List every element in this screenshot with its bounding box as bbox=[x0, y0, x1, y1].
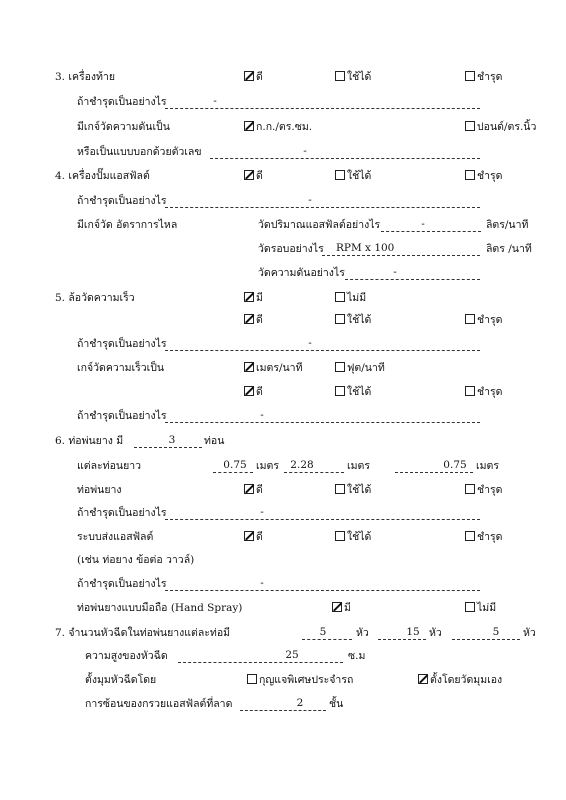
s3-if-damaged-line[interactable] bbox=[165, 108, 480, 109]
s5-unit-ft-checkbox[interactable] bbox=[335, 362, 385, 374]
s4-good-label: ดี bbox=[256, 170, 263, 182]
s6-damaged-label: ชำรุด bbox=[477, 484, 503, 496]
s3-damaged-checkbox[interactable] bbox=[465, 71, 502, 83]
s7-gauge-checkbox[interactable] bbox=[418, 674, 502, 686]
s3-good-checkbox[interactable] bbox=[244, 71, 263, 83]
empty-box-icon bbox=[335, 531, 345, 541]
s6-len3-value: 0.75 bbox=[443, 459, 467, 471]
s6-usable2-label: ใช้ได้ bbox=[347, 531, 372, 543]
s6-len1-line[interactable] bbox=[213, 472, 253, 473]
s6-len2-unit: เมตร bbox=[347, 460, 370, 472]
s3-usable-label: ใช้ได้ bbox=[347, 71, 372, 83]
s3-gauge-label: มีเกจ์วัดความดันเป็น bbox=[77, 121, 170, 133]
section-3-heading: 3. เครื่องท้าย bbox=[55, 71, 116, 83]
s3-gauge-kg-label: ก.ก./ตร.ซม. bbox=[256, 121, 313, 133]
s4-measure-qty-line[interactable] bbox=[381, 231, 481, 232]
s3-other-value: - bbox=[303, 145, 307, 157]
s6-heading-unit: ท่อน bbox=[204, 435, 225, 447]
s4-measure-rev-label: วัดรอบอย่างไร bbox=[258, 243, 324, 255]
s5-unit-ft-label: ฟุต/นาที bbox=[347, 362, 385, 374]
s5-if-damaged2-value: - bbox=[260, 409, 264, 421]
s7-height-label: ความสูงของหัวฉีด bbox=[85, 650, 168, 662]
checked-box-icon bbox=[244, 121, 254, 131]
s6-system-note: (เช่น ท่อยาง ข้อต่อ วาวล์) bbox=[77, 554, 195, 566]
checked-box-icon bbox=[244, 292, 254, 302]
s4-damaged-checkbox[interactable] bbox=[465, 170, 502, 182]
s4-if-damaged-label: ถ้าชำรุดเป็นอย่างไร bbox=[77, 195, 167, 207]
s5-if-damaged2-label: ถ้าชำรุดเป็นอย่างไร bbox=[77, 410, 167, 422]
s6-if-damaged-value: - bbox=[260, 506, 264, 518]
s7-angle-label: ตั้งมุมหัวฉีดโดย bbox=[85, 674, 157, 686]
checked-box-icon bbox=[244, 314, 254, 324]
s6-len2-value: 2.28 bbox=[290, 459, 314, 471]
section-4-heading: 4. เครื่องปั๊มแอสฟัลต์ bbox=[55, 170, 150, 182]
s6-damaged2-checkbox[interactable] bbox=[465, 531, 502, 543]
s6-count-line[interactable] bbox=[134, 447, 202, 448]
s6-if-damaged-label: ถ้าชำรุดเป็นอย่างไร bbox=[77, 507, 167, 519]
s5-usable-label: ใช้ได้ bbox=[347, 314, 372, 326]
s6-good2-checkbox[interactable] bbox=[244, 531, 263, 543]
s5-if-damaged-value: - bbox=[308, 337, 312, 349]
s7-n2-value: 15 bbox=[406, 626, 420, 638]
s7-n1-unit: หัว bbox=[356, 627, 369, 639]
s3-damaged-label: ชำรุด bbox=[477, 71, 503, 83]
s7-n3-line[interactable] bbox=[452, 639, 520, 640]
s7-height-line[interactable] bbox=[178, 662, 343, 663]
s7-overlap-line[interactable] bbox=[240, 710, 326, 711]
s4-measure-press-label: วัดความดันอย่างไร bbox=[258, 267, 345, 279]
checked-box-icon bbox=[244, 484, 254, 494]
empty-box-icon bbox=[465, 602, 475, 612]
s7-n2-unit: หัว bbox=[429, 627, 442, 639]
s6-damaged2-label: ชำรุด bbox=[477, 531, 503, 543]
s4-flow-label: มีเกจ์วัด อัตราการไหล bbox=[77, 219, 178, 231]
s5-good2-checkbox[interactable] bbox=[244, 386, 263, 398]
empty-box-icon bbox=[465, 484, 475, 494]
s7-n3-value: 5 bbox=[492, 626, 500, 638]
empty-box-icon bbox=[335, 170, 345, 180]
s7-key-checkbox[interactable] bbox=[247, 674, 353, 686]
s5-have-label: มี bbox=[256, 292, 263, 304]
s7-gauge-label: ตั้งโดยวัดมุมเอง bbox=[430, 674, 503, 686]
checked-box-icon bbox=[332, 602, 342, 612]
empty-box-icon bbox=[247, 674, 257, 684]
s5-if-damaged-label: ถ้าชำรุดเป็นอย่างไร bbox=[77, 338, 167, 350]
s5-speed-label: เกจ์วัดความเร็วเป็น bbox=[77, 362, 165, 374]
s7-height-value: 25 bbox=[285, 649, 299, 661]
s5-good-label: ดี bbox=[256, 314, 263, 326]
s3-if-damaged-value: - bbox=[213, 95, 217, 107]
s6-length-label: แต่ละท่อนยาว bbox=[77, 460, 142, 472]
s4-measure-press-line[interactable] bbox=[345, 279, 480, 280]
s5-usable2-checkbox[interactable] bbox=[335, 386, 371, 398]
s5-none-checkbox[interactable] bbox=[335, 292, 366, 304]
empty-box-icon bbox=[335, 484, 345, 494]
checked-box-icon bbox=[244, 362, 254, 372]
s6-damaged-checkbox[interactable] bbox=[465, 484, 502, 496]
s5-damaged-checkbox[interactable] bbox=[465, 314, 502, 326]
s5-good2-label: ดี bbox=[256, 386, 263, 398]
empty-box-icon bbox=[335, 71, 345, 81]
s6-hose-label: ท่อพ่นยาง bbox=[77, 484, 122, 496]
empty-box-icon bbox=[465, 531, 475, 541]
s5-unit-m-label: เมตร/นาที bbox=[256, 362, 303, 374]
s3-good-label: ดี bbox=[256, 71, 263, 83]
s4-if-damaged-line[interactable] bbox=[165, 207, 480, 208]
empty-box-icon bbox=[335, 386, 345, 396]
s5-damaged2-checkbox[interactable] bbox=[465, 386, 502, 398]
s3-usable-checkbox[interactable] bbox=[335, 71, 371, 83]
empty-box-icon bbox=[465, 314, 475, 324]
s7-n3-unit: หัว bbox=[523, 627, 536, 639]
s6-if-damaged2-line[interactable] bbox=[165, 590, 480, 591]
s5-none-label: ไม่มี bbox=[347, 292, 367, 304]
s6-hand-spray-label: ท่อพ่นยางแบบมือถือ (Hand Spray) bbox=[77, 602, 243, 614]
s5-if-damaged-line[interactable] bbox=[165, 350, 480, 351]
s6-if-damaged-line[interactable] bbox=[165, 519, 480, 520]
s7-overlap-label: การซ้อนของกรวยแอสฟัลต์ที่ลาด bbox=[85, 698, 233, 710]
s3-other-line[interactable] bbox=[210, 158, 480, 159]
empty-box-icon bbox=[465, 386, 475, 396]
empty-box-icon bbox=[335, 362, 345, 372]
section-5-heading: 5. ล้อวัดความเร็ว bbox=[55, 292, 135, 304]
s6-len1-value: 0.75 bbox=[223, 459, 247, 471]
s7-n1-line[interactable] bbox=[302, 639, 352, 640]
s6-len1-unit: เมตร bbox=[256, 460, 279, 472]
s3-if-damaged-label: ถ้าชำรุดเป็นอย่างไร bbox=[77, 96, 167, 108]
empty-box-icon bbox=[465, 121, 475, 131]
empty-box-icon bbox=[335, 314, 345, 324]
s7-n1-value: 5 bbox=[319, 626, 327, 638]
s6-good-checkbox[interactable] bbox=[244, 484, 263, 496]
s7-overlap-unit: ชั้น bbox=[329, 698, 344, 710]
s4-measure-rev-value: RPM x 100 bbox=[336, 242, 395, 254]
s6-usable-checkbox[interactable] bbox=[335, 484, 371, 496]
s7-height-unit: ซ.ม bbox=[348, 650, 366, 662]
section-6-heading: 6. ท่อพ่นยาง มี bbox=[55, 435, 124, 447]
s6-system-label: ระบบส่งแอสฟัลต์ bbox=[77, 531, 154, 543]
section-7-heading: 7. จำนวนหัวฉีดในท่อพ่นยางแต่ละท่อมี bbox=[55, 627, 231, 639]
s5-if-damaged2-line[interactable] bbox=[165, 422, 480, 423]
empty-box-icon bbox=[335, 292, 345, 302]
s4-good-checkbox[interactable] bbox=[244, 170, 263, 182]
s7-overlap-value: 2 bbox=[296, 697, 304, 709]
s3-other-label: หรือเป็นแบบบอกด้วยตัวเลข bbox=[77, 146, 202, 158]
s5-have-checkbox[interactable] bbox=[244, 292, 263, 304]
s6-good-label: ดี bbox=[256, 484, 263, 496]
s4-unit-lpm-2: ลิตร /นาที bbox=[486, 243, 532, 255]
s5-damaged-label: ชำรุด bbox=[477, 314, 503, 326]
s6-if-damaged2-label: ถ้าชำรุดเป็นอย่างไร bbox=[77, 578, 167, 590]
s6-hand-have-checkbox[interactable] bbox=[332, 602, 351, 614]
s4-unit-lpm-1: ลิตร/นาที bbox=[486, 219, 529, 231]
s6-good2-label: ดี bbox=[256, 531, 263, 543]
s6-count-value: 3 bbox=[168, 434, 176, 446]
s3-gauge-kg-checkbox[interactable] bbox=[244, 121, 312, 133]
s3-gauge-psi-label: ปอนด์/ตร.นิ้ว bbox=[477, 121, 537, 133]
empty-box-icon bbox=[465, 170, 475, 180]
s7-n2-line[interactable] bbox=[378, 639, 426, 640]
s5-usable-checkbox[interactable] bbox=[335, 314, 371, 326]
s5-usable2-label: ใช้ได้ bbox=[347, 386, 372, 398]
s7-key-label: กุญแจพิเศษประจำรถ bbox=[259, 674, 354, 686]
s6-usable-label: ใช้ได้ bbox=[347, 484, 372, 496]
s4-measure-qty-value: - bbox=[421, 218, 425, 230]
checked-box-icon bbox=[244, 531, 254, 541]
s4-usable-label: ใช้ได้ bbox=[347, 170, 372, 182]
checked-box-icon bbox=[244, 71, 254, 81]
s4-measure-qty-label: วัดปริมาณแอสฟัลต์อย่างไร bbox=[258, 219, 381, 231]
s5-unit-m-checkbox[interactable] bbox=[244, 362, 303, 374]
s6-if-damaged2-value: - bbox=[260, 577, 264, 589]
checked-box-icon bbox=[418, 674, 428, 684]
s6-hand-none-label: ไม่มี bbox=[477, 602, 497, 614]
s5-damaged2-label: ชำรุด bbox=[477, 386, 503, 398]
checked-box-icon bbox=[244, 386, 254, 396]
s5-good-checkbox[interactable] bbox=[244, 314, 263, 326]
s4-usable-checkbox[interactable] bbox=[335, 170, 371, 182]
s6-len3-unit: เมตร bbox=[476, 460, 499, 472]
s4-measure-press-value: - bbox=[393, 266, 397, 278]
s6-usable2-checkbox[interactable] bbox=[335, 531, 371, 543]
s6-len2-line[interactable] bbox=[284, 472, 344, 473]
s4-if-damaged-value: - bbox=[308, 194, 312, 206]
s4-measure-rev-line[interactable] bbox=[322, 255, 480, 256]
s4-damaged-label: ชำรุด bbox=[477, 170, 503, 182]
s3-gauge-psi-checkbox[interactable] bbox=[465, 121, 536, 133]
s6-len3-line[interactable] bbox=[395, 472, 473, 473]
empty-box-icon bbox=[465, 71, 475, 81]
s6-hand-none-checkbox[interactable] bbox=[465, 602, 496, 614]
s6-hand-have-label: มี bbox=[344, 602, 351, 614]
checked-box-icon bbox=[244, 170, 254, 180]
